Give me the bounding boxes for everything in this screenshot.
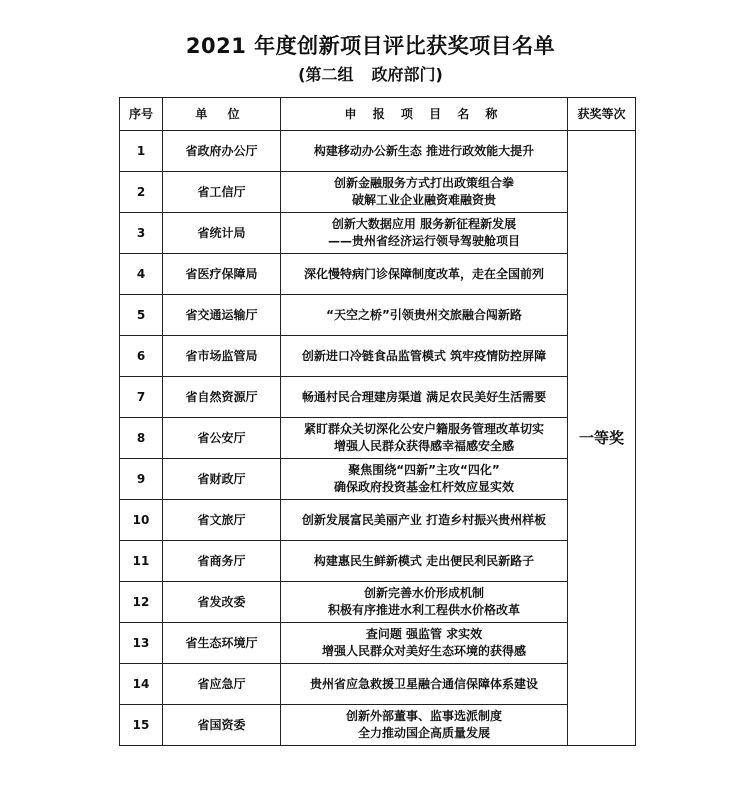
- project-line: ——贵州省经济运行领导驾驶舱项目: [327, 234, 520, 248]
- row-unit: 省文旅厅: [163, 500, 281, 541]
- row-project: [281, 172, 568, 213]
- award-level: 一等奖: [568, 131, 636, 746]
- table-row: [120, 623, 636, 664]
- row-number: 13: [120, 623, 163, 664]
- table-row: [120, 336, 636, 377]
- project-line: 聚焦围绕“四新”主攻“四化”: [348, 463, 500, 477]
- project-line: 创新发展富民美丽产业 打造乡村振兴贵州样板: [301, 512, 547, 527]
- table-row: [120, 582, 636, 623]
- row-unit: 省商务厅: [163, 541, 281, 582]
- row-unit: 省应急厅: [163, 664, 281, 705]
- row-number: 14: [120, 664, 163, 705]
- table-row: [120, 705, 636, 746]
- row-number: 7: [120, 377, 163, 418]
- row-project: [281, 213, 568, 254]
- row-project: [281, 500, 568, 541]
- table-header-row: [120, 98, 636, 131]
- project-line: 创新大数据应用 服务新征程新发展: [331, 217, 517, 231]
- row-number: 9: [120, 459, 163, 500]
- project-line: 创新完善水价形成机制: [363, 586, 484, 600]
- header-unit: 单 位: [163, 98, 281, 131]
- row-unit: 省财政厅: [163, 459, 281, 500]
- row-project: [281, 377, 568, 418]
- project-line: 确保政府投资基金杠杆效应显实效: [333, 480, 514, 494]
- row-number: 10: [120, 500, 163, 541]
- header-no: 序号: [120, 98, 163, 131]
- project-line: 畅通村民合理建房渠道 满足农民美好生活需要: [301, 389, 547, 404]
- row-number: 2: [120, 172, 163, 213]
- table-row: [120, 295, 636, 336]
- document-title: 2021 年度创新项目评比获奖项目名单: [185, 34, 556, 58]
- project-line: 增强人民群众获得感幸福感安全感: [333, 439, 514, 453]
- header-award: 获奖等次: [568, 98, 636, 131]
- table-row: [120, 131, 636, 172]
- row-project: [281, 295, 568, 336]
- row-project: [281, 418, 568, 459]
- award-table: [119, 97, 636, 746]
- table-row: [120, 500, 636, 541]
- row-number: 5: [120, 295, 163, 336]
- row-project: [281, 541, 568, 582]
- project-line: 破解工业企业融资难融资贵: [351, 193, 496, 207]
- table-row: [120, 213, 636, 254]
- project-line: 增强人民群众对美好生态环境的获得感: [321, 644, 526, 658]
- row-number: 3: [120, 213, 163, 254]
- subtitle-category: 政府部门): [371, 65, 443, 84]
- row-unit: 省工信厅: [163, 172, 281, 213]
- project-line: 全力推动国企高质量发展: [357, 726, 490, 740]
- header-project: 申 报 项 目 名 称: [281, 98, 568, 131]
- table-row: [120, 172, 636, 213]
- project-line: 查问题 强监管 求实效: [365, 627, 483, 641]
- row-number: 8: [120, 418, 163, 459]
- row-unit: 省医疗保障局: [163, 254, 281, 295]
- row-unit: 省发改委: [163, 582, 281, 623]
- table-row: [120, 377, 636, 418]
- row-project: [281, 582, 568, 623]
- project-line: 创新进口冷链食品监管模式 筑牢疫情防控屏障: [301, 348, 547, 363]
- project-line: 积极有序推进水利工程供水价格改革: [327, 603, 520, 617]
- project-line: 构建移动办公新生态 推进行政效能大提升: [313, 143, 535, 158]
- row-unit: 省自然资源厅: [163, 377, 281, 418]
- row-unit: 省交通运输厅: [163, 295, 281, 336]
- table-row: [120, 418, 636, 459]
- project-line: 贵州省应急救援卫星融合通信保障体系建设: [309, 676, 538, 691]
- row-project: [281, 131, 568, 172]
- project-line: 深化慢特病门诊保障制度改革，走在全国前列: [303, 266, 544, 281]
- project-line: 创新金融服务方式打出政策组合拳: [333, 176, 514, 190]
- row-unit: 省政府办公厅: [163, 131, 281, 172]
- project-line: 构建惠民生鲜新模式 走出便民利民新路子: [313, 553, 535, 568]
- project-line: 创新外部董事、监事选派制度: [345, 709, 502, 723]
- row-number: 15: [120, 705, 163, 746]
- row-unit: 省市场监管局: [163, 336, 281, 377]
- table-row: [120, 459, 636, 500]
- row-project: [281, 459, 568, 500]
- row-unit: 省国资委: [163, 705, 281, 746]
- row-unit: 省生态环境厅: [163, 623, 281, 664]
- row-project: [281, 336, 568, 377]
- row-number: 11: [120, 541, 163, 582]
- table-row: [120, 254, 636, 295]
- row-number: 12: [120, 582, 163, 623]
- row-unit: 省统计局: [163, 213, 281, 254]
- table-row: [120, 541, 636, 582]
- row-number: 4: [120, 254, 163, 295]
- row-project: [281, 705, 568, 746]
- subtitle-group: (第二组: [298, 65, 354, 84]
- row-number: 6: [120, 336, 163, 377]
- row-number: 1: [120, 131, 163, 172]
- row-project: [281, 664, 568, 705]
- row-project: [281, 623, 568, 664]
- row-unit: 省公安厅: [163, 418, 281, 459]
- table-row: [120, 664, 636, 705]
- project-line: “天空之桥”引领贵州交旅融合闯新路: [326, 307, 522, 322]
- table-body: [120, 131, 636, 746]
- project-line: 紧盯群众关切深化公安户籍服务管理改革切实: [303, 422, 544, 436]
- document-subtitle: [0, 62, 741, 85]
- row-project: [281, 254, 568, 295]
